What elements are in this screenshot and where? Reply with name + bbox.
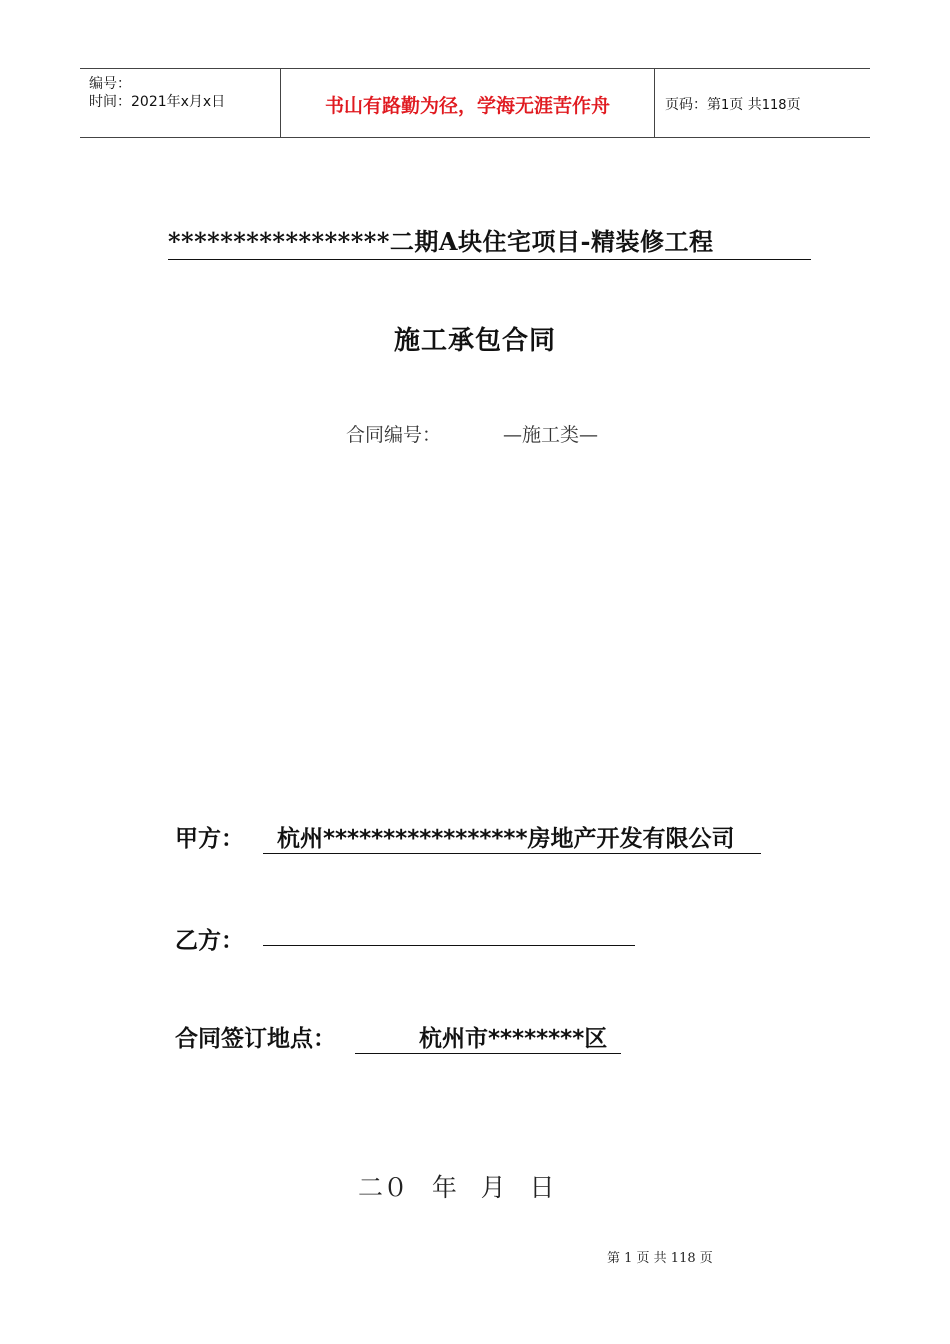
signing-date: 二０ 年 月 日: [358, 1173, 555, 1202]
document-subtitle: 施工承包合同: [393, 326, 556, 356]
time-label: 时间：2021年x月x日: [89, 94, 226, 110]
header-meta-cell: [80, 69, 281, 137]
page-suffix: 页: [786, 97, 801, 113]
page-total: 118: [761, 98, 787, 113]
signing-place-value: 杭州市********区: [355, 1020, 621, 1054]
party-a-value: 杭州*****************房地产开发有限公司: [263, 820, 761, 854]
header-slogan-cell: [281, 69, 655, 137]
party-b-blank-line: [263, 945, 635, 946]
party-b-label: 乙方：: [175, 928, 244, 954]
contract-type: —施工类—: [503, 424, 599, 446]
page-footer: 第 1 页 共 118 页: [607, 1251, 713, 1266]
slogan: 书山有路勤为径，学海无涯苦作舟: [324, 95, 610, 117]
page-mid: 页 共: [729, 97, 762, 113]
page-info: [665, 94, 801, 114]
page-header: [80, 68, 870, 138]
party-a-label: 甲方：: [175, 826, 244, 852]
number-label: 编号：: [89, 76, 131, 92]
page-current: 1: [721, 98, 730, 113]
document-title: *****************二期A块住宅项目-精装修工程: [168, 222, 811, 260]
contract-number-label: 合同编号：: [346, 424, 442, 446]
page-prefix: 页码：第: [665, 97, 721, 113]
header-page-cell: [655, 69, 870, 137]
signing-place-label: 合同签订地点：: [175, 1026, 336, 1052]
